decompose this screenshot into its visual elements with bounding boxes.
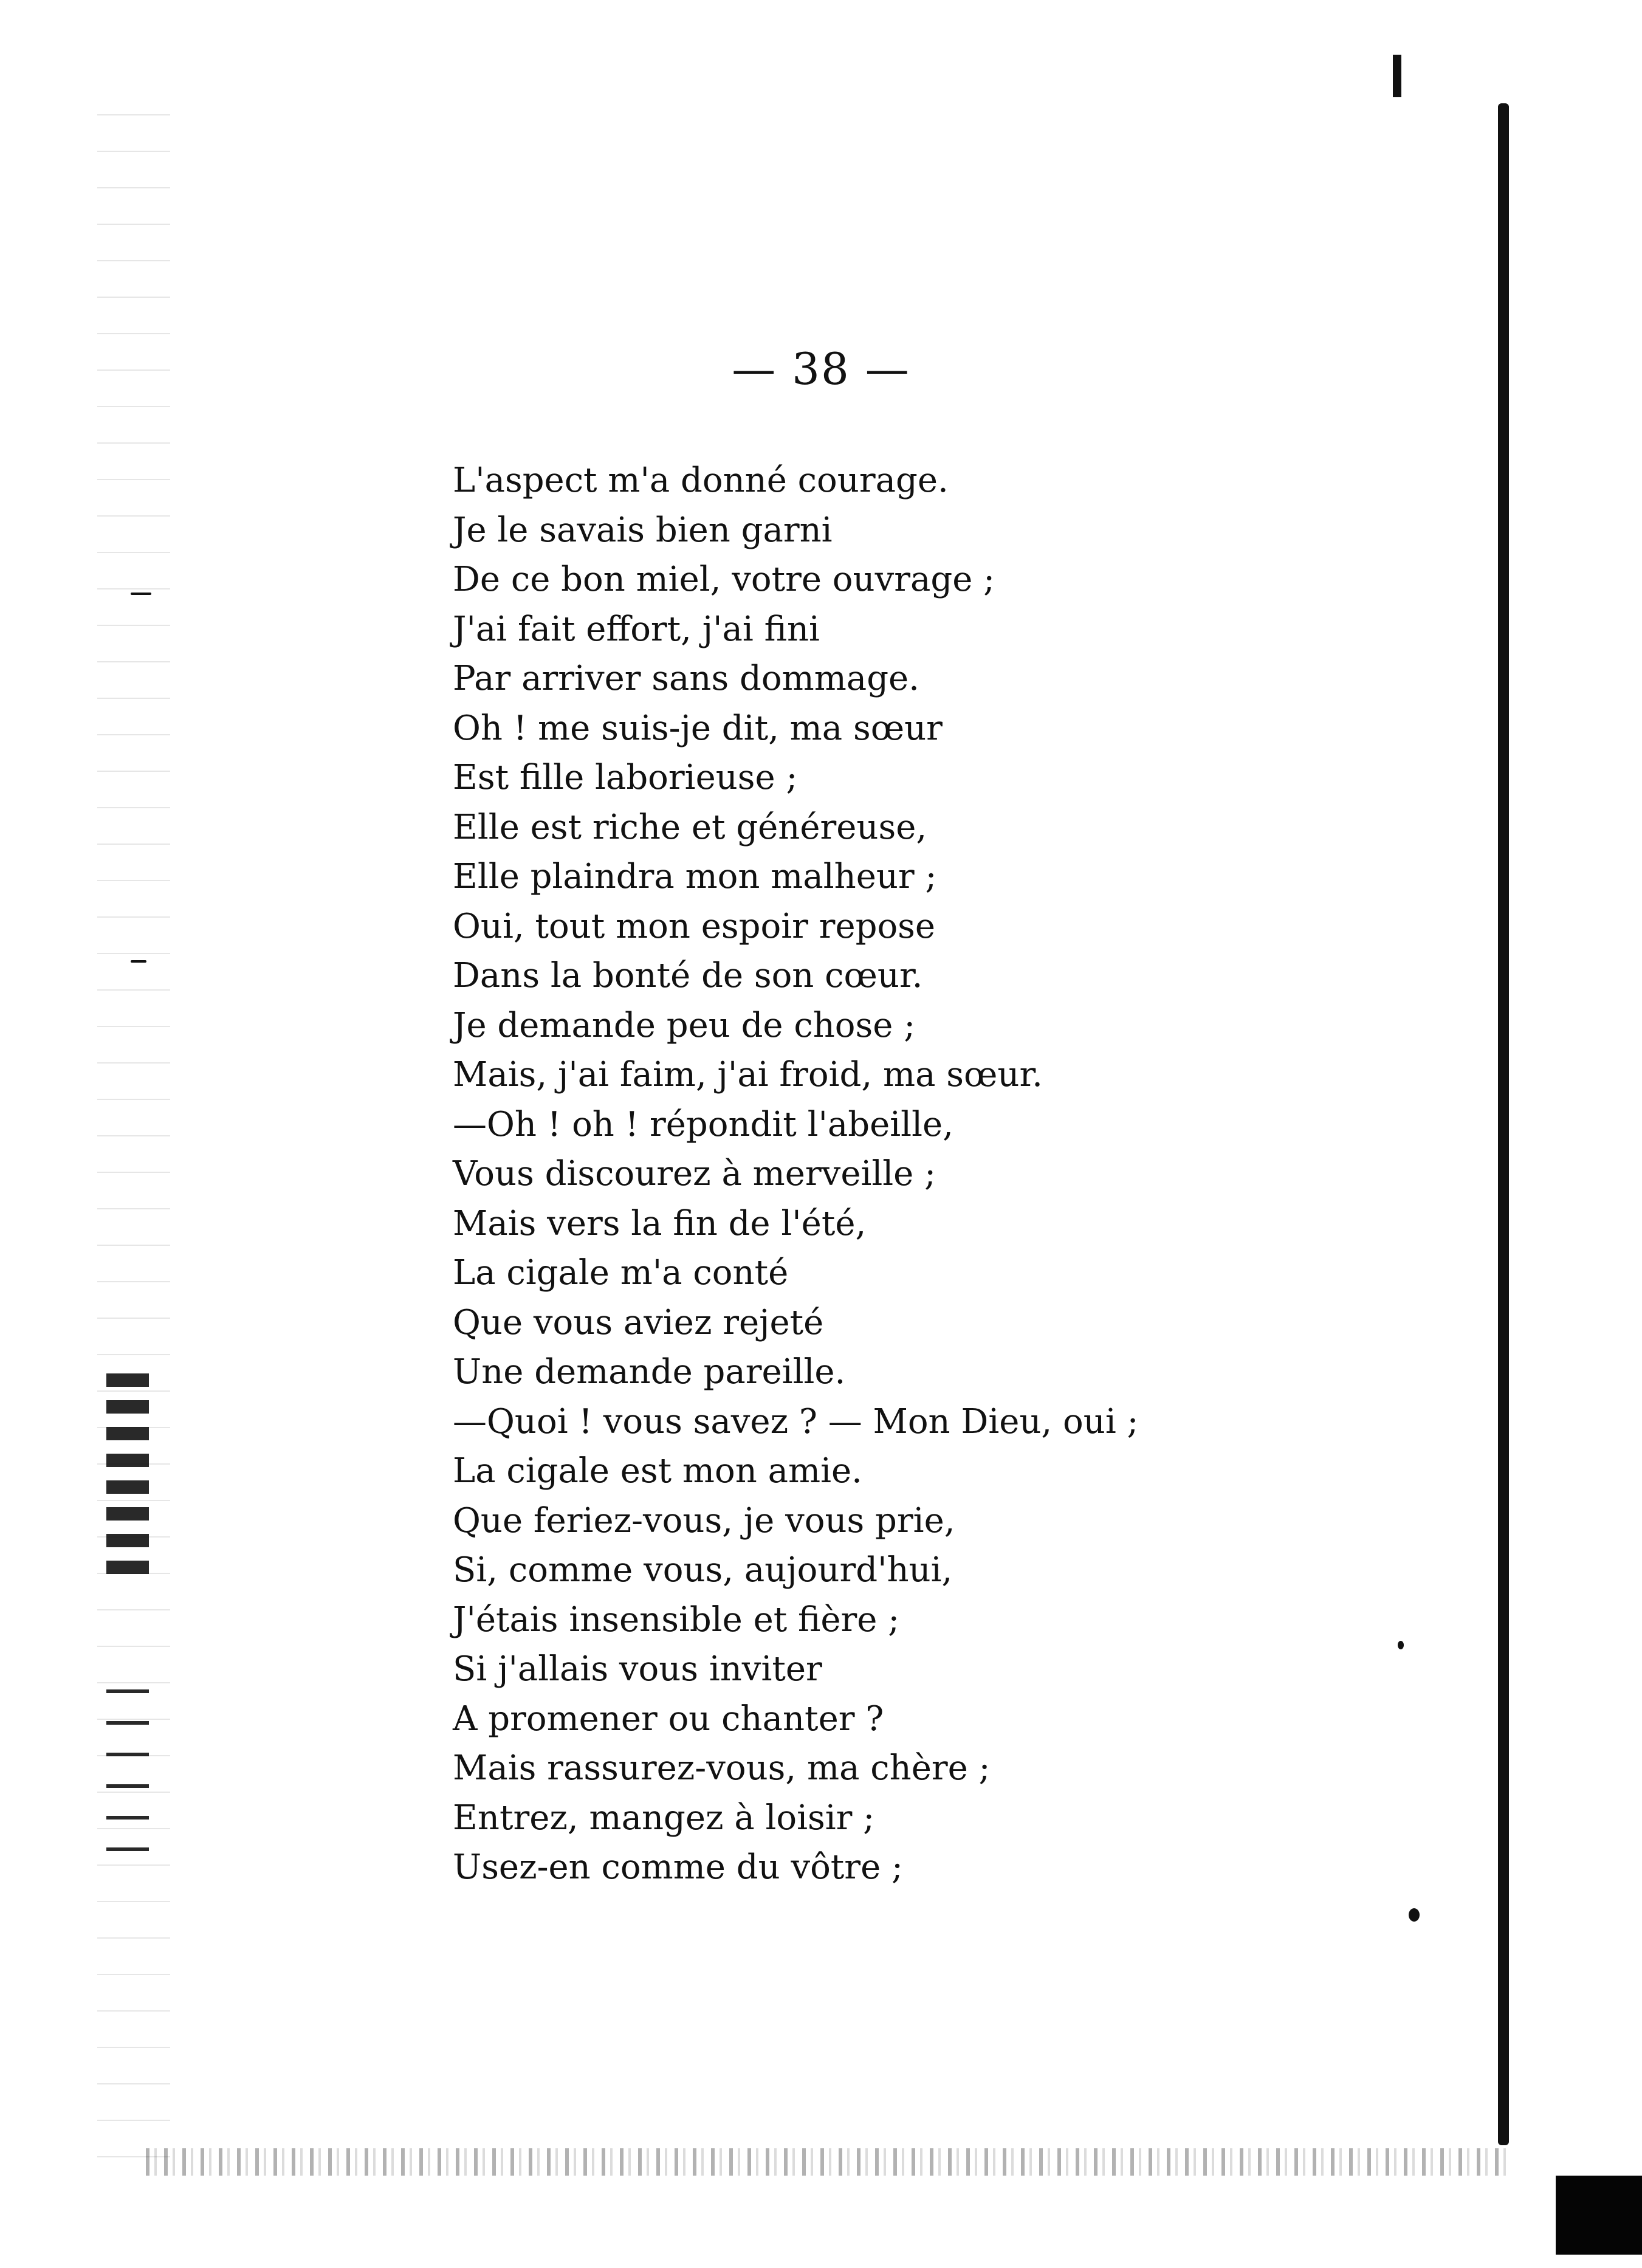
- poem-line: Mais vers la fin de l'été,: [453, 1203, 867, 1243]
- poem-line: Elle est riche et généreuse,: [453, 807, 927, 847]
- scan-speck: [1409, 1908, 1420, 1922]
- poem-line: Si, comme vous, aujourd'hui,: [453, 1550, 953, 1590]
- poem-text: [453, 456, 1547, 1892]
- poem-line: Dans la bonté de son cœur.: [453, 956, 923, 995]
- poem-line: De ce bon miel, votre ouvrage ;: [453, 560, 995, 599]
- page-number: — 38 —: [732, 343, 910, 394]
- scan-binding-marks-lower: [106, 1689, 149, 1860]
- poem-line: Mais rassurez-vous, ma chère ;: [453, 1748, 991, 1788]
- poem-line: Usez-en comme du vôtre ;: [453, 1847, 903, 1887]
- poem-line: Que feriez-vous, je vous prie,: [453, 1500, 955, 1541]
- scan-speck: [131, 593, 151, 595]
- poem-line: —Oh ! oh ! répondit l'abeille,: [453, 1104, 953, 1144]
- poem-line: L'aspect m'a donné courage.: [453, 461, 949, 500]
- poem-line: Par arriver sans dommage.: [453, 659, 919, 698]
- poem-line: Oh ! me suis-je dit, ma sœur: [453, 708, 943, 748]
- poem-line: A promener ou chanter ?: [453, 1699, 884, 1739]
- scan-binding-marks: [106, 1373, 149, 1580]
- poem-line: —Quoi ! vous savez ? — Mon Dieu, oui ;: [453, 1401, 1139, 1442]
- poem-line: J'ai fait effort, j'ai fini: [453, 609, 820, 649]
- poem-line: Elle plaindra mon malheur ;: [453, 857, 937, 896]
- poem-line: La cigale est mon amie.: [453, 1451, 862, 1491]
- poem-line: J'étais insensible et fière ;: [453, 1600, 900, 1640]
- poem-line: Que vous aviez rejeté: [453, 1302, 824, 1342]
- poem-line: Est fille laborieuse ;: [453, 758, 798, 797]
- poem-line: Oui, tout mon espoir repose: [453, 906, 936, 946]
- scan-left-edge: [97, 103, 170, 2182]
- poem-line: Je le savais bien garni: [453, 510, 833, 550]
- scan-corner-block: [1556, 2176, 1642, 2255]
- poem-line: La cigale m'a conté: [453, 1253, 789, 1293]
- poem-line: Vous discourez à merveille ;: [453, 1154, 936, 1194]
- poem-line: Entrez, mangez à loisir ;: [453, 1798, 875, 1838]
- poem-line: Je demande peu de chose ;: [453, 1005, 916, 1045]
- poem-line: Si j'allais vous inviter: [453, 1649, 822, 1689]
- scan-speck: [131, 960, 146, 963]
- poem-line: Mais, j'ai faim, j'ai froid, ma sœur.: [453, 1055, 1043, 1094]
- poem-line: Une demande pareille.: [453, 1352, 846, 1392]
- scan-bottom-edge: [146, 2148, 1507, 2176]
- scan-top-mark: [1393, 55, 1401, 97]
